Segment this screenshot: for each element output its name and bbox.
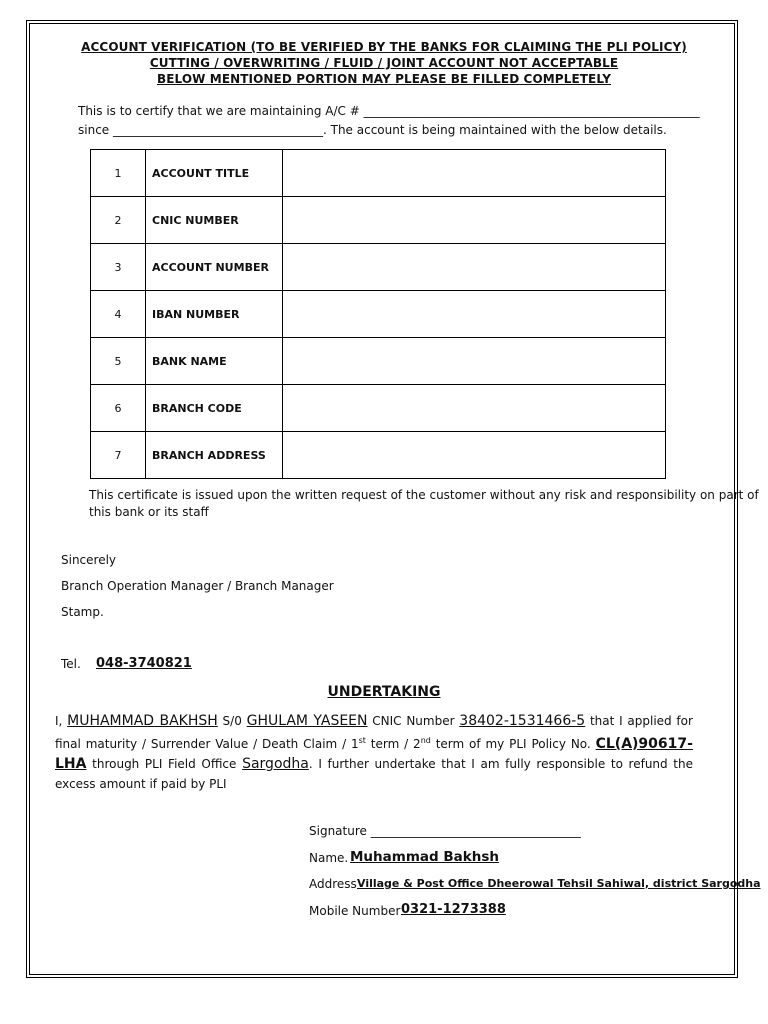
undertaking-term1: term / 2 [370,737,421,751]
row-label: ACCOUNT NUMBER [146,244,283,291]
header-line-3: BELOW MENTIONED PORTION MAY PLEASE BE FILLED COMPLETELY [157,72,611,86]
certify-line-1: This is to certify that we are maintaining A/C # ________________________________________________________ [78,104,700,118]
mobile-label: Mobile Number [309,904,401,918]
row-number: 2 [91,197,146,244]
undertaking-policy: CL(A)90617-LHA [55,736,693,772]
row-number: 4 [91,291,146,338]
row-value-field[interactable] [283,432,666,479]
closing-manager: Branch Operation Manager / Branch Manager [61,579,334,593]
mobile-value: 0321-1273388 [401,902,506,917]
row-value-field[interactable] [283,150,666,197]
header-line-2: CUTTING / OVERWRITING / FLUID / JOINT ACCOUNT NOT ACCEPTABLE [149,56,619,70]
certificate-note-line-1: This certificate is issued upon the written request of the customer without any risk and responsibility on part of [89,488,759,502]
undertaking-cnic-label: CNIC Number [372,714,455,728]
address-value: Village & Post Office Dheerowal Tehsil Sahiwal, district Sargodha [357,877,761,890]
name-label: Name. [309,851,349,865]
row-value-field[interactable] [283,385,666,432]
tel-value: 048-3740821 [96,656,192,671]
table-row [91,432,666,479]
row-label: IBAN NUMBER [146,291,283,338]
undertaking-cnic: 38402-1531466-5 [459,713,586,729]
row-number: 7 [91,432,146,479]
table-row [91,291,666,338]
closing-sincerely: Sincerely [61,553,117,567]
row-value-field[interactable] [283,291,666,338]
row-number: 6 [91,385,146,432]
undertaking-title: UNDERTAKING [327,684,441,700]
undertaking-through: through PLI Field Office [92,757,237,771]
undertaking-name: MUHAMMAD BAKHSH [67,713,218,729]
row-label: BRANCH CODE [146,385,283,432]
certify-line-2: since ___________________________________. The account is being maintained with the below details. [78,123,667,137]
sup-second: nd [420,736,431,745]
row-number: 1 [91,150,146,197]
undertaking-term2: term of my PLI Policy No. [435,737,591,751]
row-label: BANK NAME [146,338,283,385]
table-row [91,338,666,385]
table-row [91,385,666,432]
table-row [91,150,666,197]
sup-first: st [358,736,366,745]
undertaking-applied: that I applied for final maturity / Surrender Value / Death Claim / 1 [55,714,693,751]
row-label: ACCOUNT TITLE [146,150,283,197]
row-number: 3 [91,244,146,291]
row-value-field[interactable] [283,338,666,385]
closing-stamp: Stamp. [61,605,104,619]
row-label: BRANCH ADDRESS [146,432,283,479]
address-label: Address [309,877,357,891]
undertaking-father: GHULAM YASEEN [246,713,368,729]
account-details-table [90,149,666,479]
row-label: CNIC NUMBER [146,197,283,244]
table-row [91,197,666,244]
header-line-1: ACCOUNT VERIFICATION (TO BE VERIFIED BY THE BANKS FOR CLAIMING THE PLI POLICY) [81,40,687,54]
certificate-note-line-2: this bank or its staff [89,505,209,519]
signature-line: Signature ___________________________________ [309,824,581,838]
table-row [91,244,666,291]
name-value: Muhammad Bakhsh [350,849,500,865]
row-number: 5 [91,338,146,385]
undertaking-rest: . I further undertake that I am fully responsible to refund the excess amount if paid by PLI [55,757,693,791]
row-value-field[interactable] [283,244,666,291]
undertaking-paragraph [55,711,693,794]
undertaking-so: S/0 [222,714,242,728]
undertaking-office: Sargodha [242,756,309,772]
tel-label: Tel. [61,657,81,671]
undertaking-i: I, [55,714,63,728]
row-value-field[interactable] [283,197,666,244]
